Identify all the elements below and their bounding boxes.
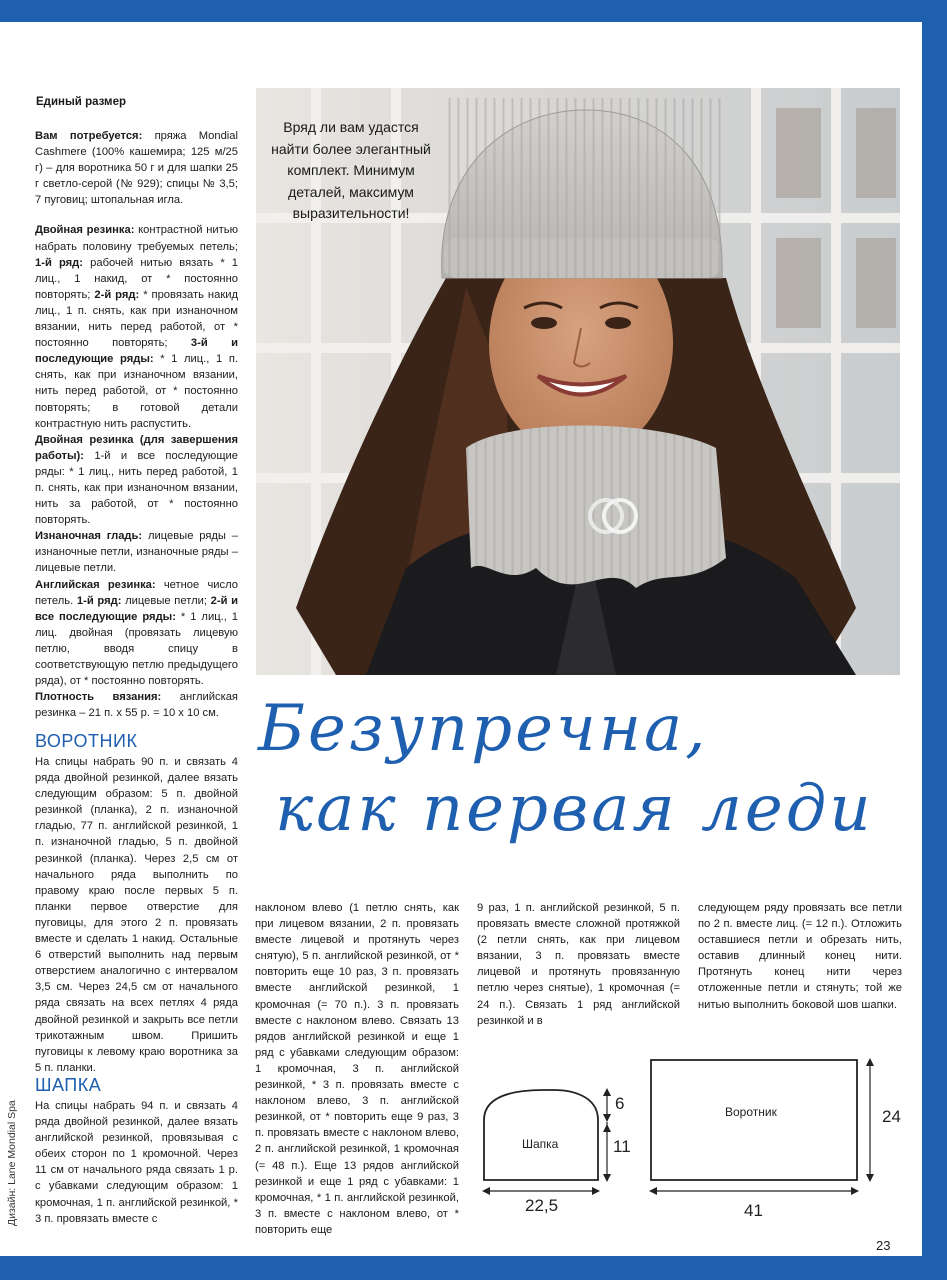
intro-text <box>35 128 238 721</box>
size-label: Единый размер <box>36 96 126 108</box>
hat-side-dimension: 11 <box>613 1137 631 1156</box>
headline-line2: как первая леди <box>275 772 874 846</box>
hat-text-continued-1: наклоном влево (1 петлю снять, как при лицевом вязании, 2 п. провязать вместе лицевой и протянуть через снятую), 5 п. английской резинкой, от * повторить еще 10 раз, 3 п. провязать вместе английской резинкой, 1 кромочная (= 70 п.). 3 п. провязать вместе с наклоном влево. Связать 13 рядов английской резинкой и еще 1 ряд с убавками следующим образом: 1 кромочная, 3 п. английской резинкой, * 3 п. провязать вместе с наклоном влево, 3 п. английской резинкой, от * повторить еще 9 раз, 3 п. провязать вместе с наклоном влево, 2 п. английской резинкой, 1 кромочная (= 48 п.). Еще 13 рядов английской резинкой и еще 1 ряд с убавками: 1 кромочная, * 1 п. английской резинкой, 3 п. вместе с наклоном влево, от * повторить еще <box>255 902 459 1236</box>
collar-width-dimension: 41 <box>744 1201 763 1220</box>
page-number: 23 <box>876 1238 891 1253</box>
collar-heading: ВОРОТНИК <box>35 731 138 751</box>
hat-diagram-label: Шапка <box>522 1137 559 1151</box>
hat-text: На спицы набрать 94 п. и связать 4 ряда двойной резинкой, далее вязать английской резинкой, провязывая с обеих сторон по 1 кромочной. Через 11 см от начального ряда связать 1 р. с убавками следующим образом: 1 кромочная, 1 п. английской резинкой, * 3 п. провязать вместе с <box>35 1100 238 1225</box>
photo-quote: Вряд ли вам удастся найти более элегантный комплект. Минимум деталей, максимум выразительности! <box>271 119 431 221</box>
english-rib-paragraph: Английская резинка: четное число петель. 1-й ряд: лицевые петли; 2-й и все последующие ряды: * 1 лиц., 1 лиц. двойная (провязать лицевую петлю, вводя спицу в соответствующую петлю предыдущего ряда), от * постоянно повторять. <box>35 578 238 688</box>
hat-text-continued-2: 9 раз, 1 п. английской резинкой, 5 п. провязать вместе сложной протяжкой (2 петли снять, как при лицевом вязании, 3 п. провязать вместе лицевой и протянуть провязанную петлю через снятые), 1 кромочная (= 24 п.). Связать 1 ряд английской резинкой и в <box>477 902 680 1027</box>
hat-text-continued-3: следующем ряду провязать все петли по 2 п. вместе лиц. (= 12 п.). Отложить оставшиеся петли и обрезать нить, оставив длинный конец нити. Протянуть конец нити через отложенные петли и стянуть; той же нитью выполнить боковой шов шапки. <box>698 902 902 1011</box>
page-frame-top <box>0 0 947 22</box>
hat-width-dimension: 22,5 <box>525 1196 559 1215</box>
double-rib-paragraph: Двойная резинка: контрастной нитью набрать половину требуемых петель; 1-й ряд: рабочей нитью вязать * 1 лиц., 1 накид, от * постоянно повторять; 2-й ряд: * провязать накид лиц., 1 п. снять, как при изнаночном вязании, нить перед работой, от * постоянно повторять; 3-й и последующие ряды: * 1 лиц., 1 п. снять, как при изнаночном вязании, нить перед работой, от * постоянно повторять; в готовой детали контрастную нить распустить. <box>35 224 239 430</box>
gauge-paragraph: Плотность вязания: английская резинка – 21 п. х 55 р. = 10 х 10 см. <box>35 691 238 720</box>
reverse-stockinette-paragraph: Изнаночная гладь: лицевые ряды – изнаночные петли, изнаночные ряды – лицевые петли. <box>35 530 238 575</box>
hat-top-dimension: 6 <box>615 1094 625 1113</box>
collar-diagram-label: Воротник <box>725 1105 777 1119</box>
design-credit: Дизайн: Lane Mondial Spa <box>6 1100 18 1226</box>
page-frame-bottom <box>0 1256 947 1280</box>
page-frame-right <box>922 0 947 1280</box>
headline-line1: Безупречна, <box>258 692 709 766</box>
collar-text: На спицы набрать 90 п. и связать 4 ряда двойной резинкой, далее вязать следующим образом: 5 п. двойной резинкой (планка), 2 п. изнаночной гладью, 77 п. английской резинкой, 1 п. изнаночной гладью, 5 п. двойной резинкой (планка). Через 2,5 см от начального ряда выполнить по правому краю после первых 5 п. планки первое отверстие для пуговицы, для этого 2 п. провязать вместе и сделать 1 накид. Остальные 6 отверстий выполнить над первым отверстием аналогично с интервалом 3,5 см. Через 24,5 см от начального ряда связать на всех петлях 4 ряда двойной резинкой и закрыть все петли трикотажным швом. Пришить пуговицы к левому краю воротника за 5 п. планки. <box>35 756 238 1074</box>
hat-shape <box>484 1090 598 1180</box>
hat-heading: ШАПКА <box>35 1075 102 1095</box>
materials-paragraph: Вам потребуется: пряжа Mondial Cashmere (100% кашемира; 125 м/25 г) – для воротника 50 г и для шапки 25 г светло-серой (№ 929); спицы № 3,5; 7 пуговиц; штопальная игла. <box>35 130 238 207</box>
double-rib-finish-paragraph: Двойная резинка (для завершения работы): 1-й и все последующие ряды: * 1 лиц., нить перед работой, 1 п. снять, как при изнаночном вязании, нить за работой, от * постоянно повторять. <box>35 433 238 527</box>
collar-height-dimension: 24 <box>882 1107 901 1126</box>
collar-shape <box>651 1060 857 1180</box>
